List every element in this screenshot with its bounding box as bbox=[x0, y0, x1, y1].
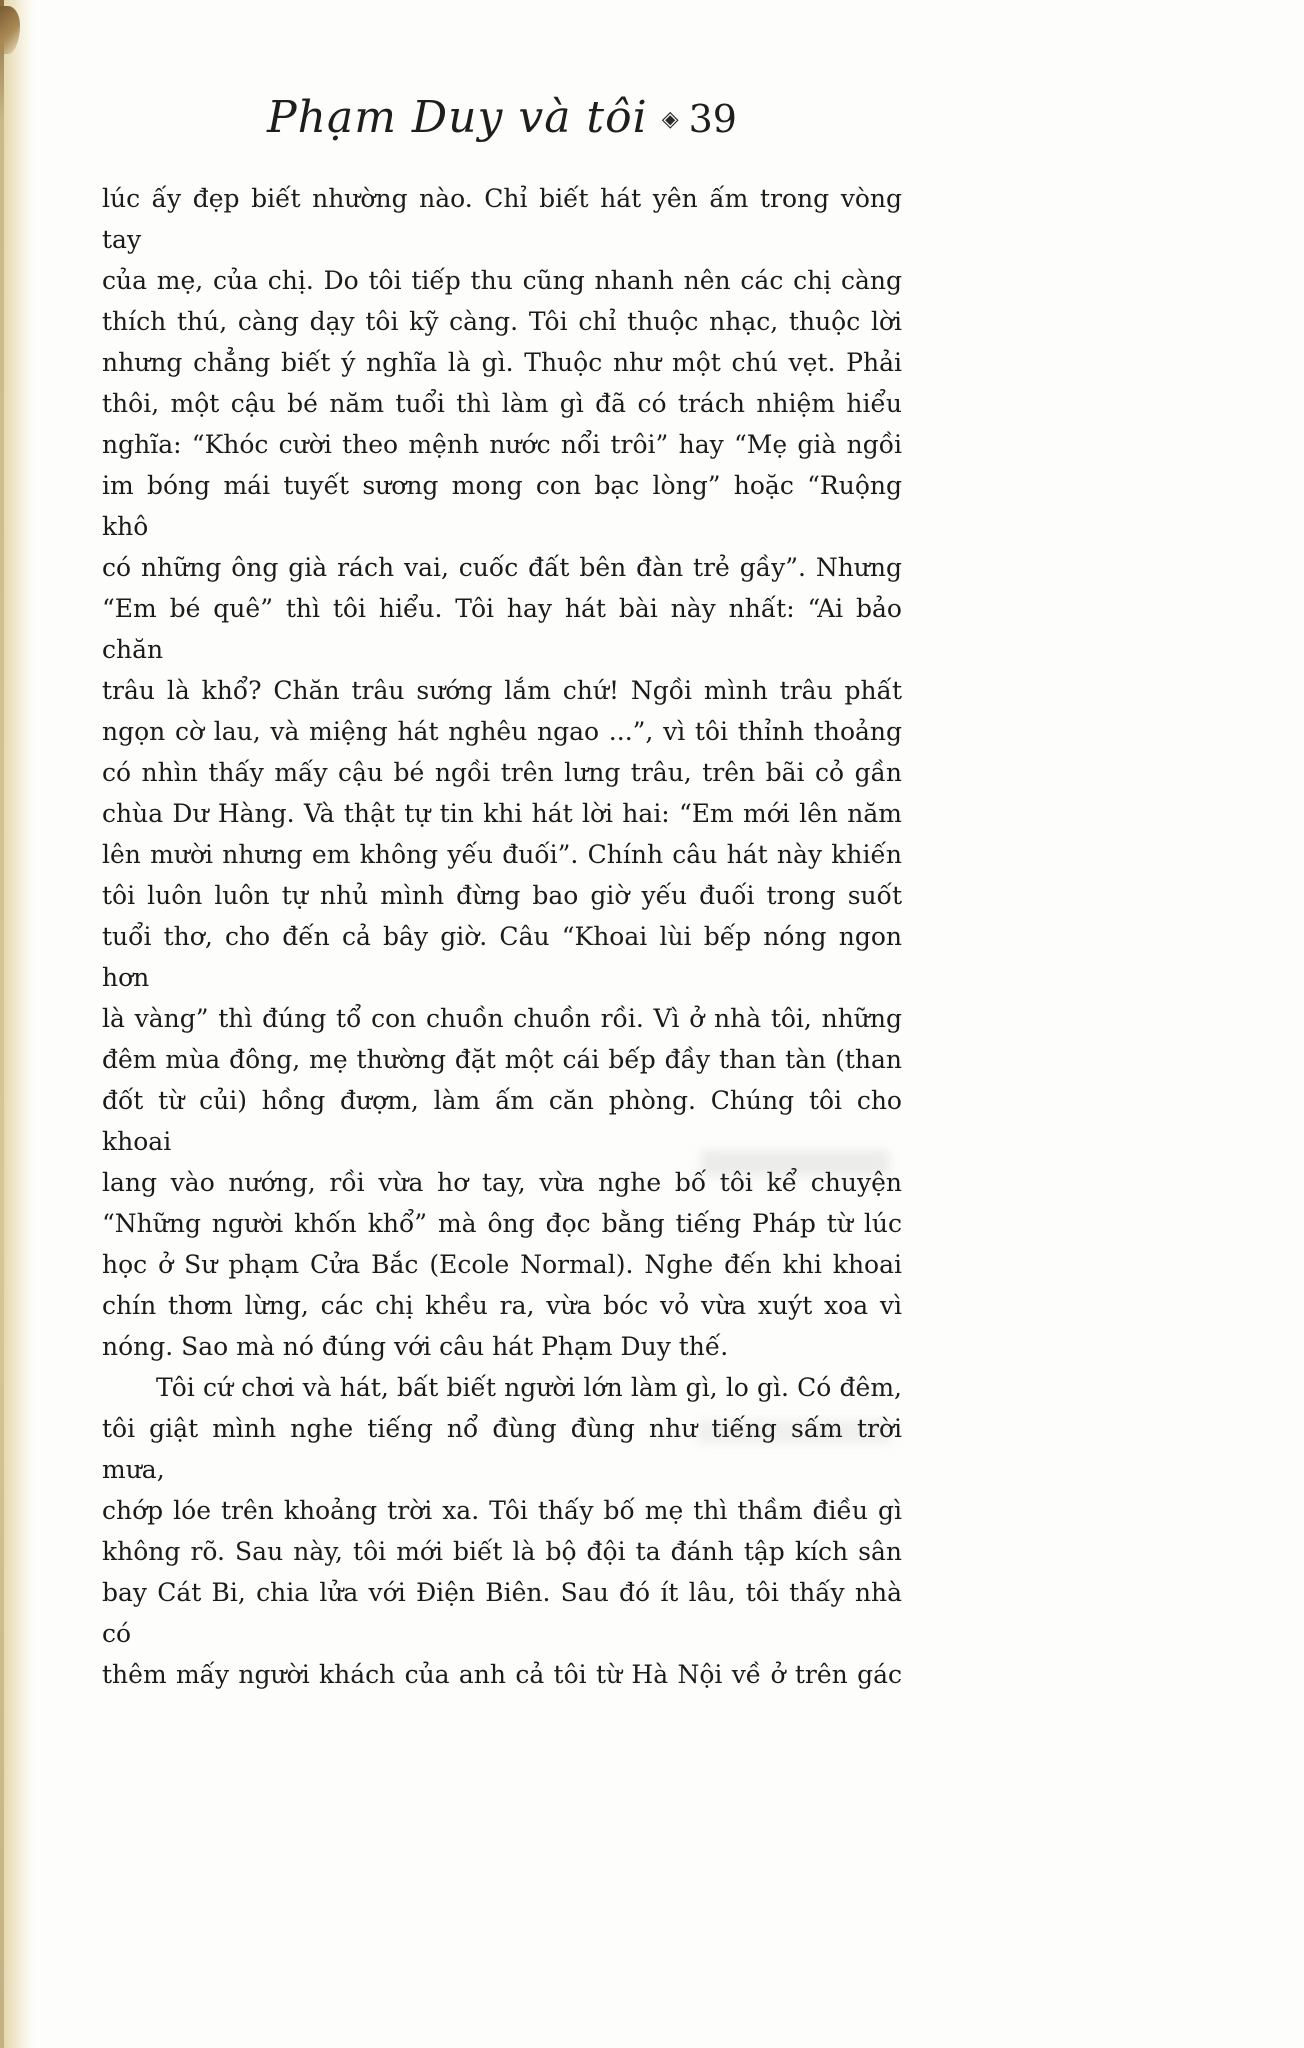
text-line: đốt từ củi) hồng đượm, làm ấm căn phòng. Chúng tôi cho khoai bbox=[102, 1086, 902, 1156]
text-line: tôi luôn luôn tự nhủ mình đừng bao giờ yếu đuối trong suốt bbox=[102, 881, 902, 910]
text-line: trâu là khổ? Chăn trâu sướng lắm chứ! Ngồi mình trâu phất bbox=[102, 676, 902, 705]
text-line: nóng. Sao mà nó đúng với câu hát Phạm Duy thế. bbox=[102, 1332, 729, 1361]
text-line: không rõ. Sau này, tôi mới biết là bộ đội ta đánh tập kích sân bbox=[102, 1537, 902, 1566]
text-line: đêm mùa đông, mẹ thường đặt một cái bếp đầy than tàn (than bbox=[102, 1045, 902, 1074]
text-line: nghĩa: “Khóc cười theo mệnh nước nổi trôi” hay “Mẹ già ngồi bbox=[102, 430, 902, 459]
diamond-separator-icon: ◈ bbox=[661, 107, 679, 132]
text-line: tuổi thơ, cho đến cả bây giờ. Câu “Khoai lùi bếp nóng ngon hơn bbox=[102, 922, 902, 992]
text-line: của mẹ, của chị. Do tôi tiếp thu cũng nhanh nên các chị càng bbox=[102, 266, 902, 295]
text-line: thêm mấy người khách của anh cả tôi từ Hà Nội về ở trên gác bbox=[102, 1660, 902, 1689]
page-header bbox=[102, 92, 902, 143]
page-corner-fold bbox=[0, 6, 20, 54]
page-number: 39 bbox=[688, 97, 737, 141]
text-line: lúc ấy đẹp biết nhường nào. Chỉ biết hát yên ấm trong vòng tay bbox=[102, 184, 902, 254]
text-line: lang vào nướng, rồi vừa hơ tay, vừa nghe bố tôi kể chuyện bbox=[102, 1168, 902, 1197]
text-line: chớp lóe trên khoảng trời xa. Tôi thấy bố mẹ thì thầm điều gì bbox=[102, 1496, 902, 1525]
text-line: thích thú, càng dạy tôi kỹ càng. Tôi chỉ thuộc nhạc, thuộc lời bbox=[102, 307, 902, 336]
text-line: tôi giật mình nghe tiếng nổ đùng đùng như tiếng sấm trời mưa, bbox=[102, 1414, 902, 1484]
text-line: Tôi cứ chơi và hát, bất biết người lớn làm gì, lo gì. Có đêm, bbox=[156, 1373, 902, 1402]
text-line: bay Cát Bi, chia lửa với Điện Biên. Sau đó ít lâu, tôi thấy nhà có bbox=[102, 1578, 902, 1648]
text-line: chùa Dư Hàng. Và thật tự tin khi hát lời hai: “Em mới lên năm bbox=[102, 799, 902, 828]
text-line: “Những người khốn khổ” mà ông đọc bằng tiếng Pháp từ lúc bbox=[102, 1209, 902, 1238]
text-line: chín thơm lừng, các chị khều ra, vừa bóc vỏ vừa xuýt xoa vì bbox=[102, 1291, 902, 1320]
scan-edge-line-artifact bbox=[0, 0, 4, 2048]
text-line: ngọn cờ lau, và miệng hát nghêu ngao ...”, vì tôi thỉnh thoảng bbox=[102, 717, 902, 746]
text-line: có những ông già rách vai, cuốc đất bên đàn trẻ gầy”. Nhưng bbox=[102, 553, 902, 582]
text-line: thôi, một cậu bé năm tuổi thì làm gì đã có trách nhiệm hiểu bbox=[102, 389, 902, 418]
page-body bbox=[102, 178, 902, 1695]
paragraph-2 bbox=[102, 1367, 902, 1695]
text-line: nhưng chẳng biết ý nghĩa là gì. Thuộc như một chú vẹt. Phải bbox=[102, 348, 902, 377]
paragraph-1 bbox=[102, 178, 902, 1367]
scan-edge-artifact bbox=[0, 0, 34, 2048]
running-title: Phạm Duy và tôi bbox=[267, 92, 648, 143]
text-line: im bóng mái tuyết sương mong con bạc lòng” hoặc “Ruộng khô bbox=[102, 471, 902, 541]
text-line: là vàng” thì đúng tổ con chuồn chuồn rồi. Vì ở nhà tôi, những bbox=[102, 1004, 902, 1033]
text-line: có nhìn thấy mấy cậu bé ngồi trên lưng trâu, trên bãi cỏ gần bbox=[102, 758, 902, 787]
text-line: lên mười nhưng em không yếu đuối”. Chính câu hát này khiến bbox=[102, 840, 902, 869]
text-line: “Em bé quê” thì tôi hiểu. Tôi hay hát bài này nhất: “Ai bảo chăn bbox=[102, 594, 902, 664]
text-line: học ở Sư phạm Cửa Bắc (Ecole Normal). Nghe đến khi khoai bbox=[102, 1250, 902, 1279]
